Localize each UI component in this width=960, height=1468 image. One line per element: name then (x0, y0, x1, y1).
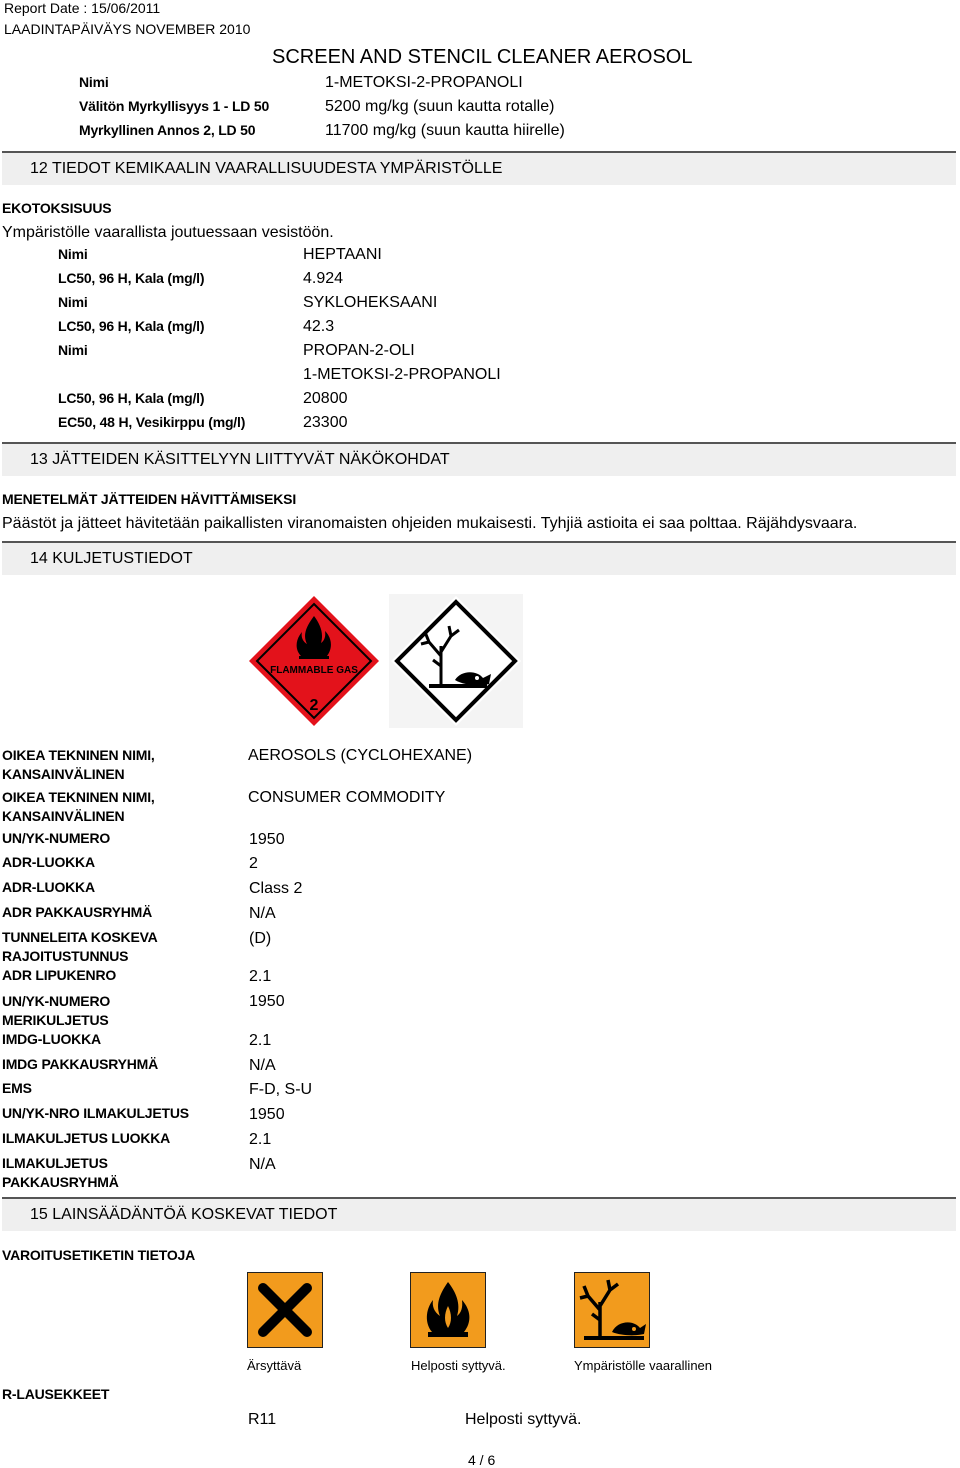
transport-value: F-D, S-U (249, 1081, 313, 1098)
eco-value: PROPAN-2-OLI (303, 342, 415, 359)
transport-value: Class 2 (249, 880, 303, 897)
transport-value: 2.1 (249, 968, 272, 985)
tox-value: 11700 mg/kg (suun kautta hiirelle) (325, 122, 565, 139)
transport-label: ADR-LUOKKA (2, 879, 95, 895)
transport-value: N/A (249, 1156, 276, 1173)
eco-label: LC50, 96 H, Kala (mg/l) (58, 270, 205, 286)
placard-label: FLAMMABLE GAS (270, 665, 358, 676)
disposal-text: Päästöt ja jätteet hävitetään paikallisten viranomaisten ohjeiden mukaisesti. Tyhjiä astioita ei saa polttaa. Räjähdysvaara. (2, 515, 858, 532)
transport-label: OIKEA TEKNINEN NIMI, KANSAINVÄLINEN (2, 747, 155, 782)
eco-label: EC50, 48 H, Vesikirppu (mg/l) (58, 414, 246, 430)
r-phrase-code: R11 (248, 1411, 277, 1428)
ecotox-text: Ympäristölle vaarallista joutuessaan vesistöön. (2, 224, 334, 241)
transport-value: CONSUMER COMMODITY (248, 789, 446, 806)
section-15-title: 15 LAINSÄÄDÄNTÖÄ KOSKEVAT TIEDOT (30, 1206, 338, 1223)
symbol-caption: Ärsyttävä (247, 1358, 302, 1373)
tox-value: 1-METOKSI-2-PROPANOLI (325, 74, 523, 91)
transport-label: ADR PAKKAUSRYHMÄ (2, 904, 153, 920)
report-date: Report Date : 15/06/2011 (4, 0, 161, 16)
section-14-header (2, 541, 956, 575)
transport-value: 2.1 (249, 1131, 272, 1148)
transport-value: 2 (249, 855, 258, 872)
tox-value: 5200 mg/kg (suun kautta rotalle) (325, 98, 555, 115)
tox-label: Myrkyllinen Annos 2, LD 50 (79, 122, 256, 138)
eco-value: SYKLOHEKSAANI (303, 294, 438, 311)
transport-label: ILMAKULJETUS LUOKKA (2, 1130, 171, 1146)
eco-value: HEPTAANI (303, 246, 382, 263)
transport-label: OIKEA TEKNINEN NIMI, KANSAINVÄLINEN (2, 789, 155, 824)
transport-label: IMDG-LUOKKA (2, 1031, 101, 1047)
transport-label: EMS (2, 1080, 32, 1096)
transport-value: 1950 (249, 831, 285, 848)
transport-value: N/A (249, 905, 276, 922)
transport-label: UN/YK-NUMERO MERIKULJETUS (2, 993, 111, 1028)
environment-hazard-placard-icon (389, 594, 523, 728)
eco-label: Nimi (58, 246, 88, 262)
transport-value: 2.1 (249, 1032, 272, 1049)
r-phrases-label: R-LAUSEKKEET (2, 1386, 110, 1402)
transport-value: (D) (249, 930, 272, 947)
revision-date: LAADINTAPÄIVÄYS NOVEMBER 2010 (4, 21, 251, 37)
transport-value: 1950 (249, 1106, 285, 1123)
flammable-gas-placard-icon (247, 594, 381, 728)
eco-label: LC50, 96 H, Kala (mg/l) (58, 318, 205, 334)
transport-value: N/A (249, 1057, 276, 1074)
eco-label: Nimi (58, 342, 88, 358)
flame-icon (410, 1272, 486, 1348)
transport-value: 1950 (249, 993, 285, 1010)
dead-tree-fish-icon (574, 1272, 650, 1348)
irritant-x-icon (247, 1272, 323, 1348)
section-13-header (2, 442, 956, 476)
symbol-caption: Ympäristölle vaarallinen (574, 1358, 713, 1373)
section-12-title: 12 TIEDOT KEMIKAALIN VAARALLISUUDESTA YMPÄRISTÖLLE (30, 160, 503, 177)
eco-value: 23300 (303, 414, 348, 431)
eco-value: 42.3 (303, 318, 335, 335)
transport-label: UN/YK-NUMERO (2, 830, 111, 846)
tox-label: Nimi (79, 74, 109, 90)
symbol-caption: Helposti syttyvä. (411, 1358, 506, 1373)
eco-value: 20800 (303, 390, 348, 407)
transport-value: AEROSOLS (CYCLOHEXANE) (248, 747, 473, 764)
section-12-header (2, 151, 956, 185)
eco-label: LC50, 96 H, Kala (mg/l) (58, 390, 205, 406)
disposal-subhead: MENETELMÄT JÄTTEIDEN HÄVITTÄMISEKSI (2, 491, 297, 507)
transport-label: UN/YK-NRO ILMAKULJETUS (2, 1105, 189, 1121)
transport-label: IMDG PAKKAUSRYHMÄ (2, 1056, 159, 1072)
eco-value: 4.924 (303, 270, 344, 287)
product-title: SCREEN AND STENCIL CLEANER AEROSOL (272, 46, 693, 68)
section-15-header (2, 1197, 956, 1231)
placard-class: 2 (309, 697, 319, 714)
transport-label: ILMAKULJETUS PAKKAUSRYHMÄ (2, 1155, 119, 1190)
section-14-title: 14 KULJETUSTIEDOT (30, 550, 193, 567)
eco-value: 1-METOKSI-2-PROPANOLI (303, 366, 501, 383)
ecotox-subhead: EKOTOKSISUUS (2, 200, 112, 216)
transport-label: ADR-LUOKKA (2, 854, 95, 870)
section-13-title: 13 JÄTTEIDEN KÄSITTELYYN LIITTYVÄT NÄKÖKOHDAT (30, 451, 450, 468)
r-phrase-text: Helposti syttyvä. (465, 1411, 582, 1428)
page-number: 4 / 6 (468, 1452, 496, 1468)
transport-label: ADR LIPUKENRO (2, 967, 117, 983)
eco-label: Nimi (58, 294, 88, 310)
tox-label: Välitön Myrkyllisyys 1 - LD 50 (79, 98, 270, 114)
label-info-subhead: VAROITUSETIKETIN TIETOJA (2, 1247, 196, 1263)
transport-label: TUNNELEITA KOSKEVA RAJOITUSTUNNUS (2, 929, 158, 964)
